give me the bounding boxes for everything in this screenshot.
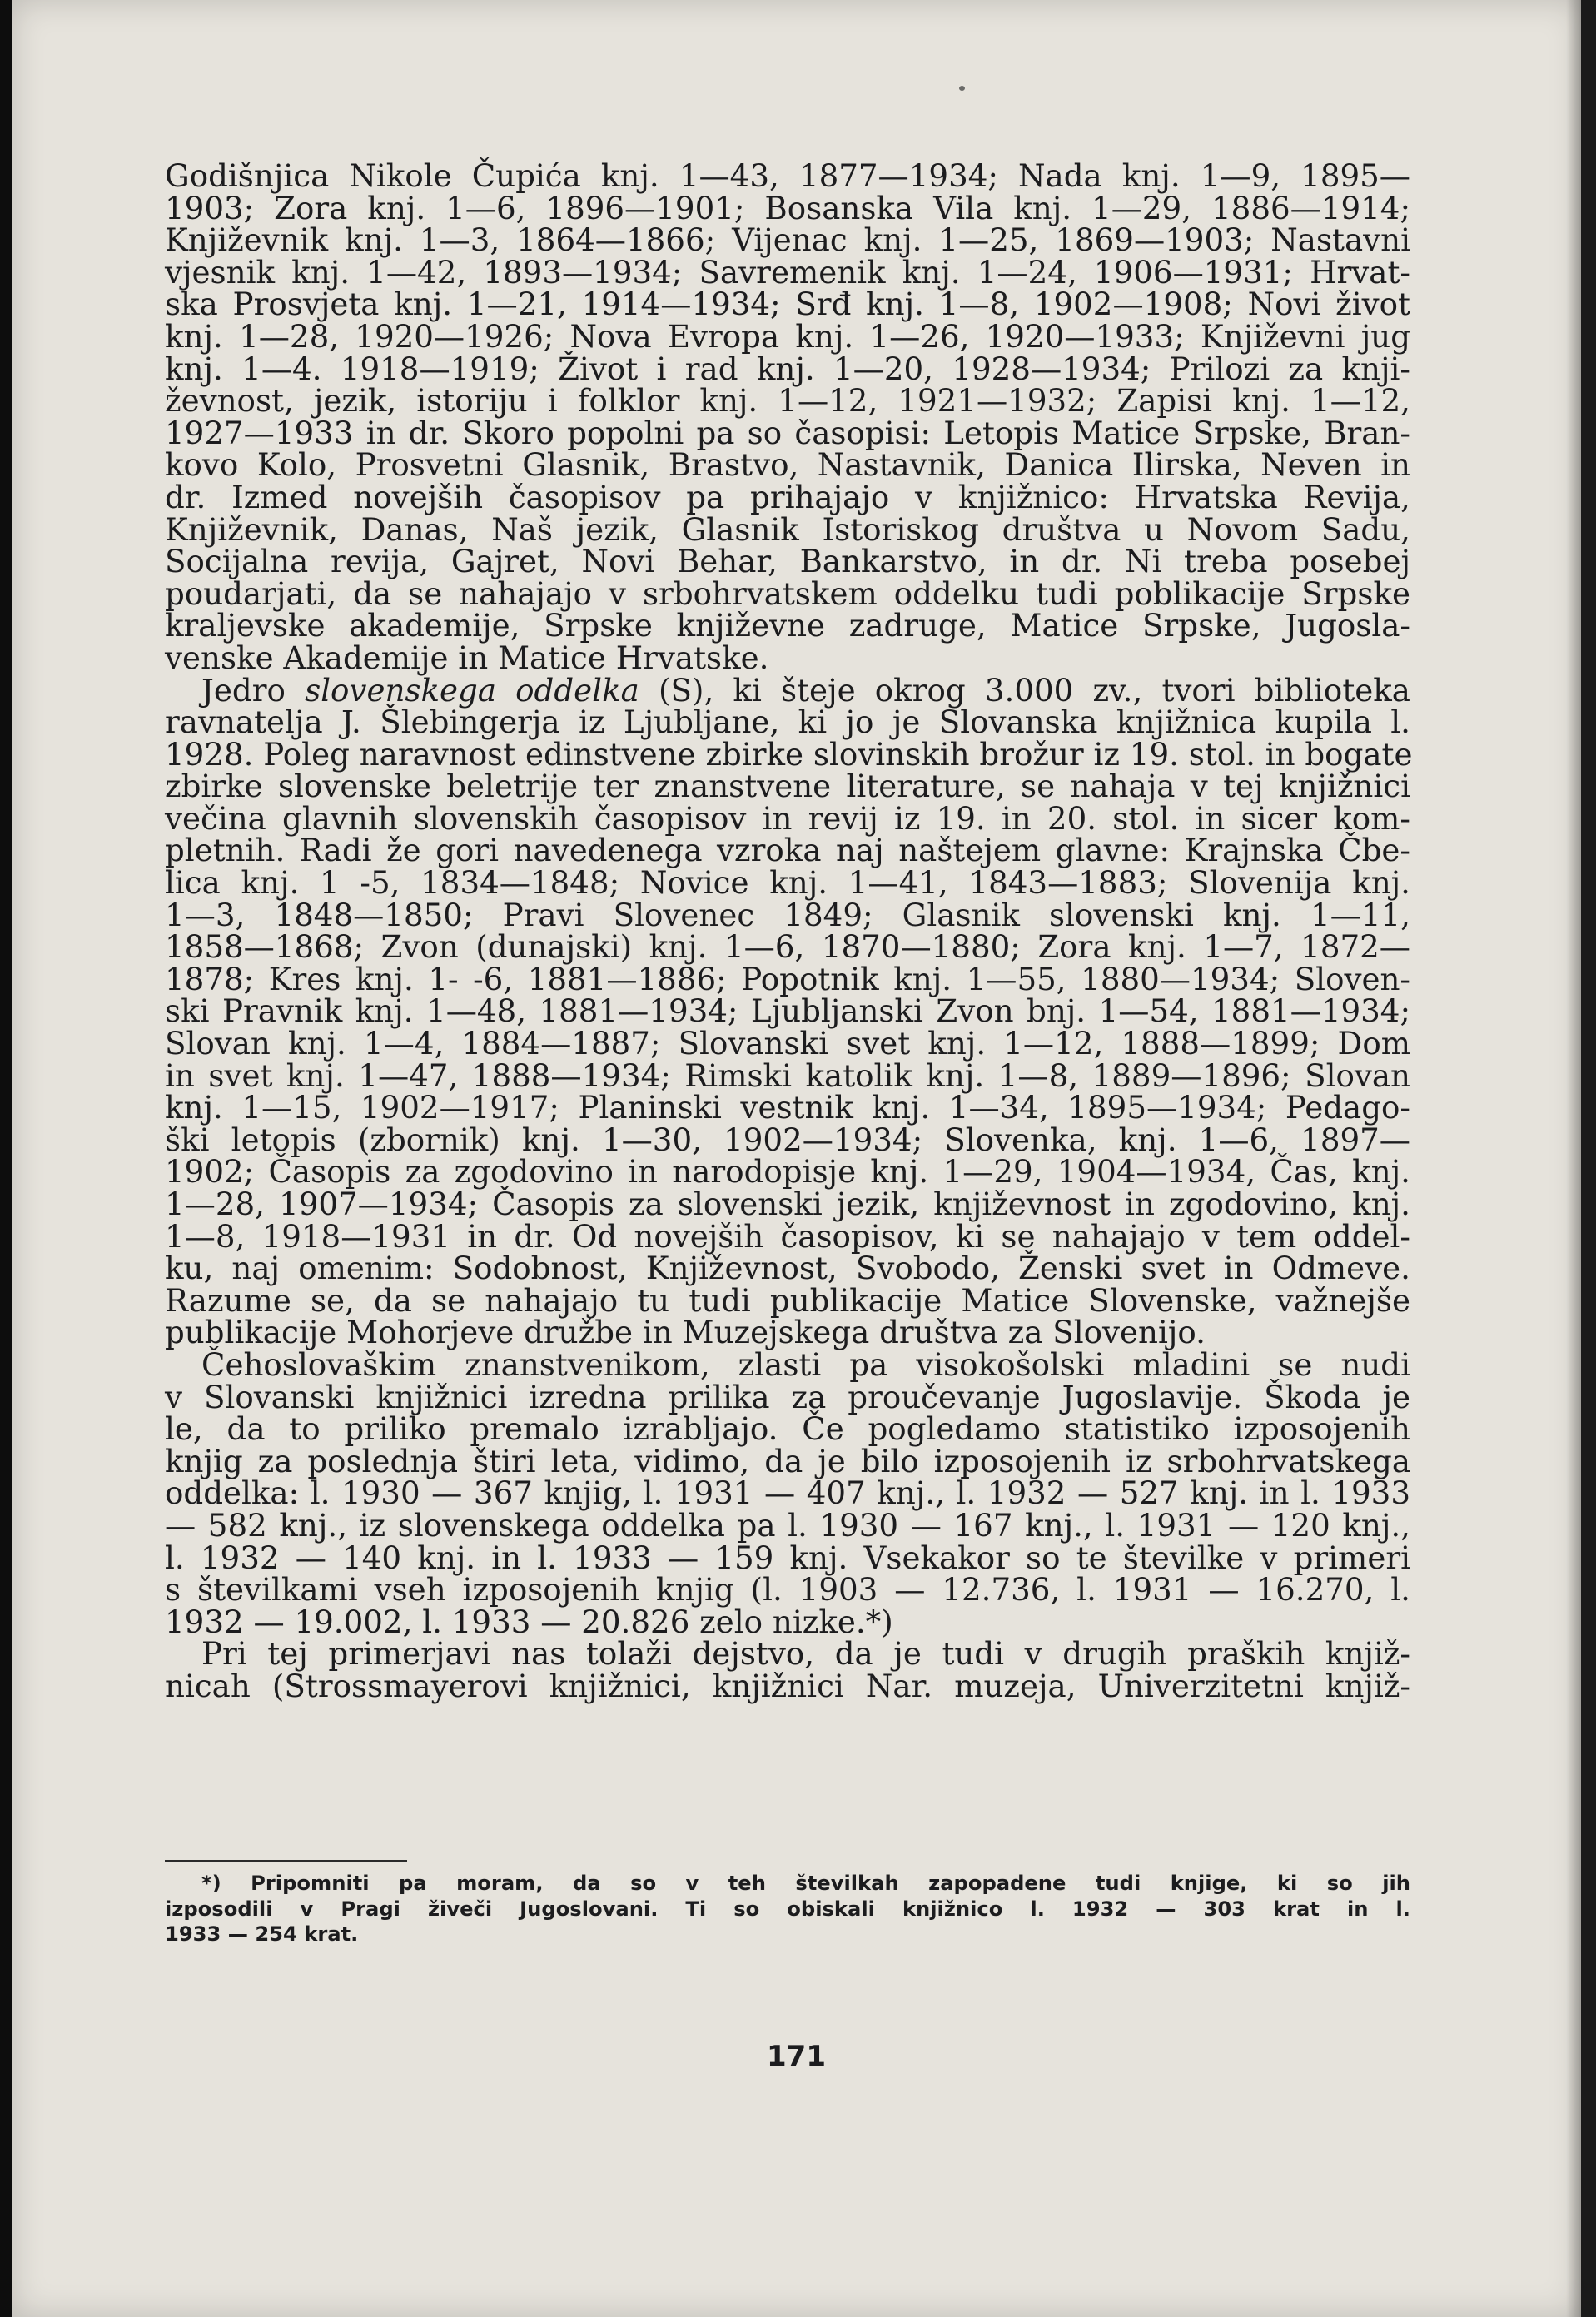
- text-line: publikacije Mohorjeve družbe in Muzejskega društva za Slovenijo.: [165, 1314, 1206, 1351]
- text-line: Književnik knj. 1—3, 1864—1866; Vijenac knj. 1—25, 1869—1903; Nastavni: [165, 221, 1410, 259]
- text-line: Slovan knj. 1—4, 1884—1887; Slovanski svet knj. 1—12, 1888—1899; Dom: [165, 1025, 1410, 1062]
- text-line: Socijalna revija, Gajret, Novi Behar, Bankarstvo, in dr. Ni treba posebej: [165, 543, 1410, 580]
- text-line: večina glavnih slovenskih časopisov in revij iz 19. in 20. stol. in sicer kom-: [165, 799, 1410, 837]
- text-line: 1—3, 1848—1850; Pravi Slovenec 1849; Glasnik slovenski knj. 1—11,: [165, 896, 1410, 933]
- paragraph-start-line: [165, 671, 1410, 709]
- text-line: 1927—1933 in dr. Skoro popolni pa so časopisi: Letopis Matice Srpske, Bran-: [165, 414, 1410, 451]
- text-line: v Slovanski knjižnici izredna prilika za proučevanje Jugoslavije. Škoda je: [165, 1378, 1410, 1415]
- page-edge-shadow: [1566, 0, 1581, 2317]
- text-line: 1878; Kres knj. 1- -6, 1881—1886; Popotnik knj. 1—55, 1880—1934; Sloven-: [165, 960, 1410, 997]
- italic-text-run: slovenskega oddelka: [305, 671, 639, 709]
- text-line: — 582 knj., iz slovenskega oddelka pa l. 1930 — 167 knj., l. 1931 — 120 knj.,: [165, 1506, 1410, 1544]
- scan-border: [0, 0, 12, 2317]
- text-line: Razume se, da se nahajajo tu tudi publikacije Matice Slovenske, važnejše: [165, 1281, 1410, 1319]
- body-text: [165, 157, 1413, 1704]
- text-line: zbirke slovenske beletrije ter znanstvene literature, se nahaja v tej knjižnici: [165, 768, 1410, 805]
- text-line: Književnik, Danas, Naš jezik, Glasnik Istoriskog društva u Novom Sadu,: [165, 510, 1410, 548]
- text-line: ravnatelja J. Šlebingerja iz Ljubljane, ki jo je Slovanska knjižnica kupila l.: [165, 704, 1410, 741]
- footnote-line: *) Pripomniti pa moram, da so v teh številkah zapopadene tudi knjige, ki so jih: [201, 1872, 1410, 1895]
- text-line: ski Pravnik knj. 1—48, 1881—1934; Ljubljanski Zvon bnj. 1—54, 1881—1934;: [165, 992, 1410, 1030]
- text-line: poudarjati, da se nahajajo v srbohrvatskem oddelku tudi poblikacije Srpske: [165, 574, 1410, 612]
- text-line: 1902; Časopis za zgodovino in narodopisje knj. 1—29, 1904—1934, Čas, knj.: [165, 1153, 1410, 1191]
- text-line: 1928. Poleg naravnost edinstvene zbirke slovinskih brožur iz 19. stol. in bogate: [165, 735, 1413, 773]
- text-line: dr. Izmed novejših časopisov pa prihajajo v knjižnico: Hrvatska Revija,: [165, 478, 1410, 515]
- paragraph-start-line: Pri tej primerjavi nas tolaži dejstvo, da je tudi v drugih praških knjiž-: [201, 1635, 1410, 1673]
- text-line: s številkami vseh izposojenih knjig (l. 1903 — 12.736, l. 1931 — 16.270, l.: [165, 1571, 1410, 1608]
- footnote-rule: [165, 1860, 407, 1862]
- text-line: in svet knj. 1—47, 1888—1934; Rimski katolik knj. 1—8, 1889—1896; Slovan: [165, 1057, 1410, 1094]
- text-line: lica knj. 1 -5, 1834—1848; Novice knj. 1—41, 1843—1883; Slovenija knj.: [165, 864, 1410, 902]
- footnote-line: izposodili v Pragi živeči Jugoslovani. Ti so obiskali knjižnico l. 1932 — 303 krat in l.: [165, 1897, 1410, 1921]
- text-line: ku, naj omenim: Sodobnost, Književnost, Svobodo, Ženski svet in Odmeve.: [165, 1250, 1410, 1287]
- book-page: [12, 0, 1581, 2317]
- text-line: ževnost, jezik, istoriju i folklor knj. 1—12, 1921—1932; Zapisi knj. 1—12,: [165, 382, 1410, 420]
- text-line: 1—28, 1907—1934; Časopis za slovenski jezik, književnost in zgodovino, knj.: [165, 1186, 1410, 1222]
- text-line: pletnih. Radi že gori navedenega vzroka naj naštejem glavne: Krajnska Čbe-: [165, 832, 1410, 869]
- text-run: (S), ki šteje okrog 3.000 zv., tvori biblioteka: [639, 671, 1410, 709]
- text-line: 1—8, 1918—1931 in dr. Od novejših časopisov, ki se nahajajo v tem oddel-: [165, 1217, 1410, 1255]
- footnote: [165, 1871, 1410, 1947]
- paragraph-start-line: Čehoslovaškim znanstvenikom, zlasti pa visokošolski mladini se nudi: [201, 1345, 1410, 1383]
- footnote-line: 1933 — 254 krat.: [165, 1922, 359, 1947]
- text-line: nicah (Strossmayerovi knjižnici, knjižnici Nar. muzeja, Univerzitetni knjiž-: [165, 1667, 1410, 1704]
- text-line: kovo Kolo, Prosvetni Glasnik, Brastvo, Nastavnik, Danica Ilirska, Neven in: [165, 446, 1410, 484]
- text-line: ški letopis (zbornik) knj. 1—30, 1902—1934; Slovenka, knj. 1—6, 1897—: [165, 1121, 1410, 1158]
- text-line: knj. 1—4. 1918—1919; Život i rad knj. 1—20, 1928—1934; Prilozi za knji-: [165, 350, 1410, 387]
- text-line: knj. 1—15, 1902—1917; Planinski vestnik knj. 1—34, 1895—1934; Pedago-: [165, 1089, 1410, 1126]
- text-line: vjesnik knj. 1—42, 1893—1934; Savremenik knj. 1—24, 1906—1931; Hrvat-: [165, 253, 1410, 291]
- text-line: knjig za poslednja štiri leta, vidimo, da je bilo izposojenih iz srbohrvatskega: [165, 1442, 1410, 1479]
- text-line: ska Prosvjeta knj. 1—21, 1914—1934; Srđ knj. 1—8, 1902—1908; Novi život: [165, 286, 1410, 323]
- text-line: venske Akademije in Matice Hrvatske.: [165, 639, 769, 676]
- text-line: le, da to priliko premalo izrabljajo. Če pogledamo statistiko izposojenih: [165, 1410, 1410, 1448]
- text-line: Godišnjica Nikole Čupića knj. 1—43, 1877—1934; Nada knj. 1—9, 1895—: [165, 157, 1410, 194]
- text-line: knj. 1—28, 1920—1926; Nova Evropa knj. 1—26, 1920—1933; Književni jug: [165, 317, 1410, 355]
- text-line: l. 1932 — 140 knj. in l. 1933 — 159 knj. Vsekakor so te številke v primeri: [165, 1539, 1410, 1576]
- page-number: 171: [767, 2040, 826, 2073]
- text-run: Jedro: [201, 671, 306, 709]
- text-line: 1858—1868; Zvon (dunajski) knj. 1—6, 1870—1880; Zora knj. 1—7, 1872—: [165, 928, 1410, 966]
- text-line: 1903; Zora knj. 1—6, 1896—1901; Bosanska Vila knj. 1—29, 1886—1914;: [165, 189, 1410, 226]
- page-speck: [959, 86, 965, 91]
- text-line: oddelka: l. 1930 — 367 knjig, l. 1931 — 407 knj., l. 1932 — 527 knj. in l. 1933: [165, 1474, 1410, 1512]
- text-line: 1932 — 19.002, l. 1933 — 20.826 zelo nizke.*): [165, 1603, 893, 1640]
- text-line: kraljevske akademije, Srpske književne zadruge, Matice Srpske, Jugosla-: [165, 607, 1410, 644]
